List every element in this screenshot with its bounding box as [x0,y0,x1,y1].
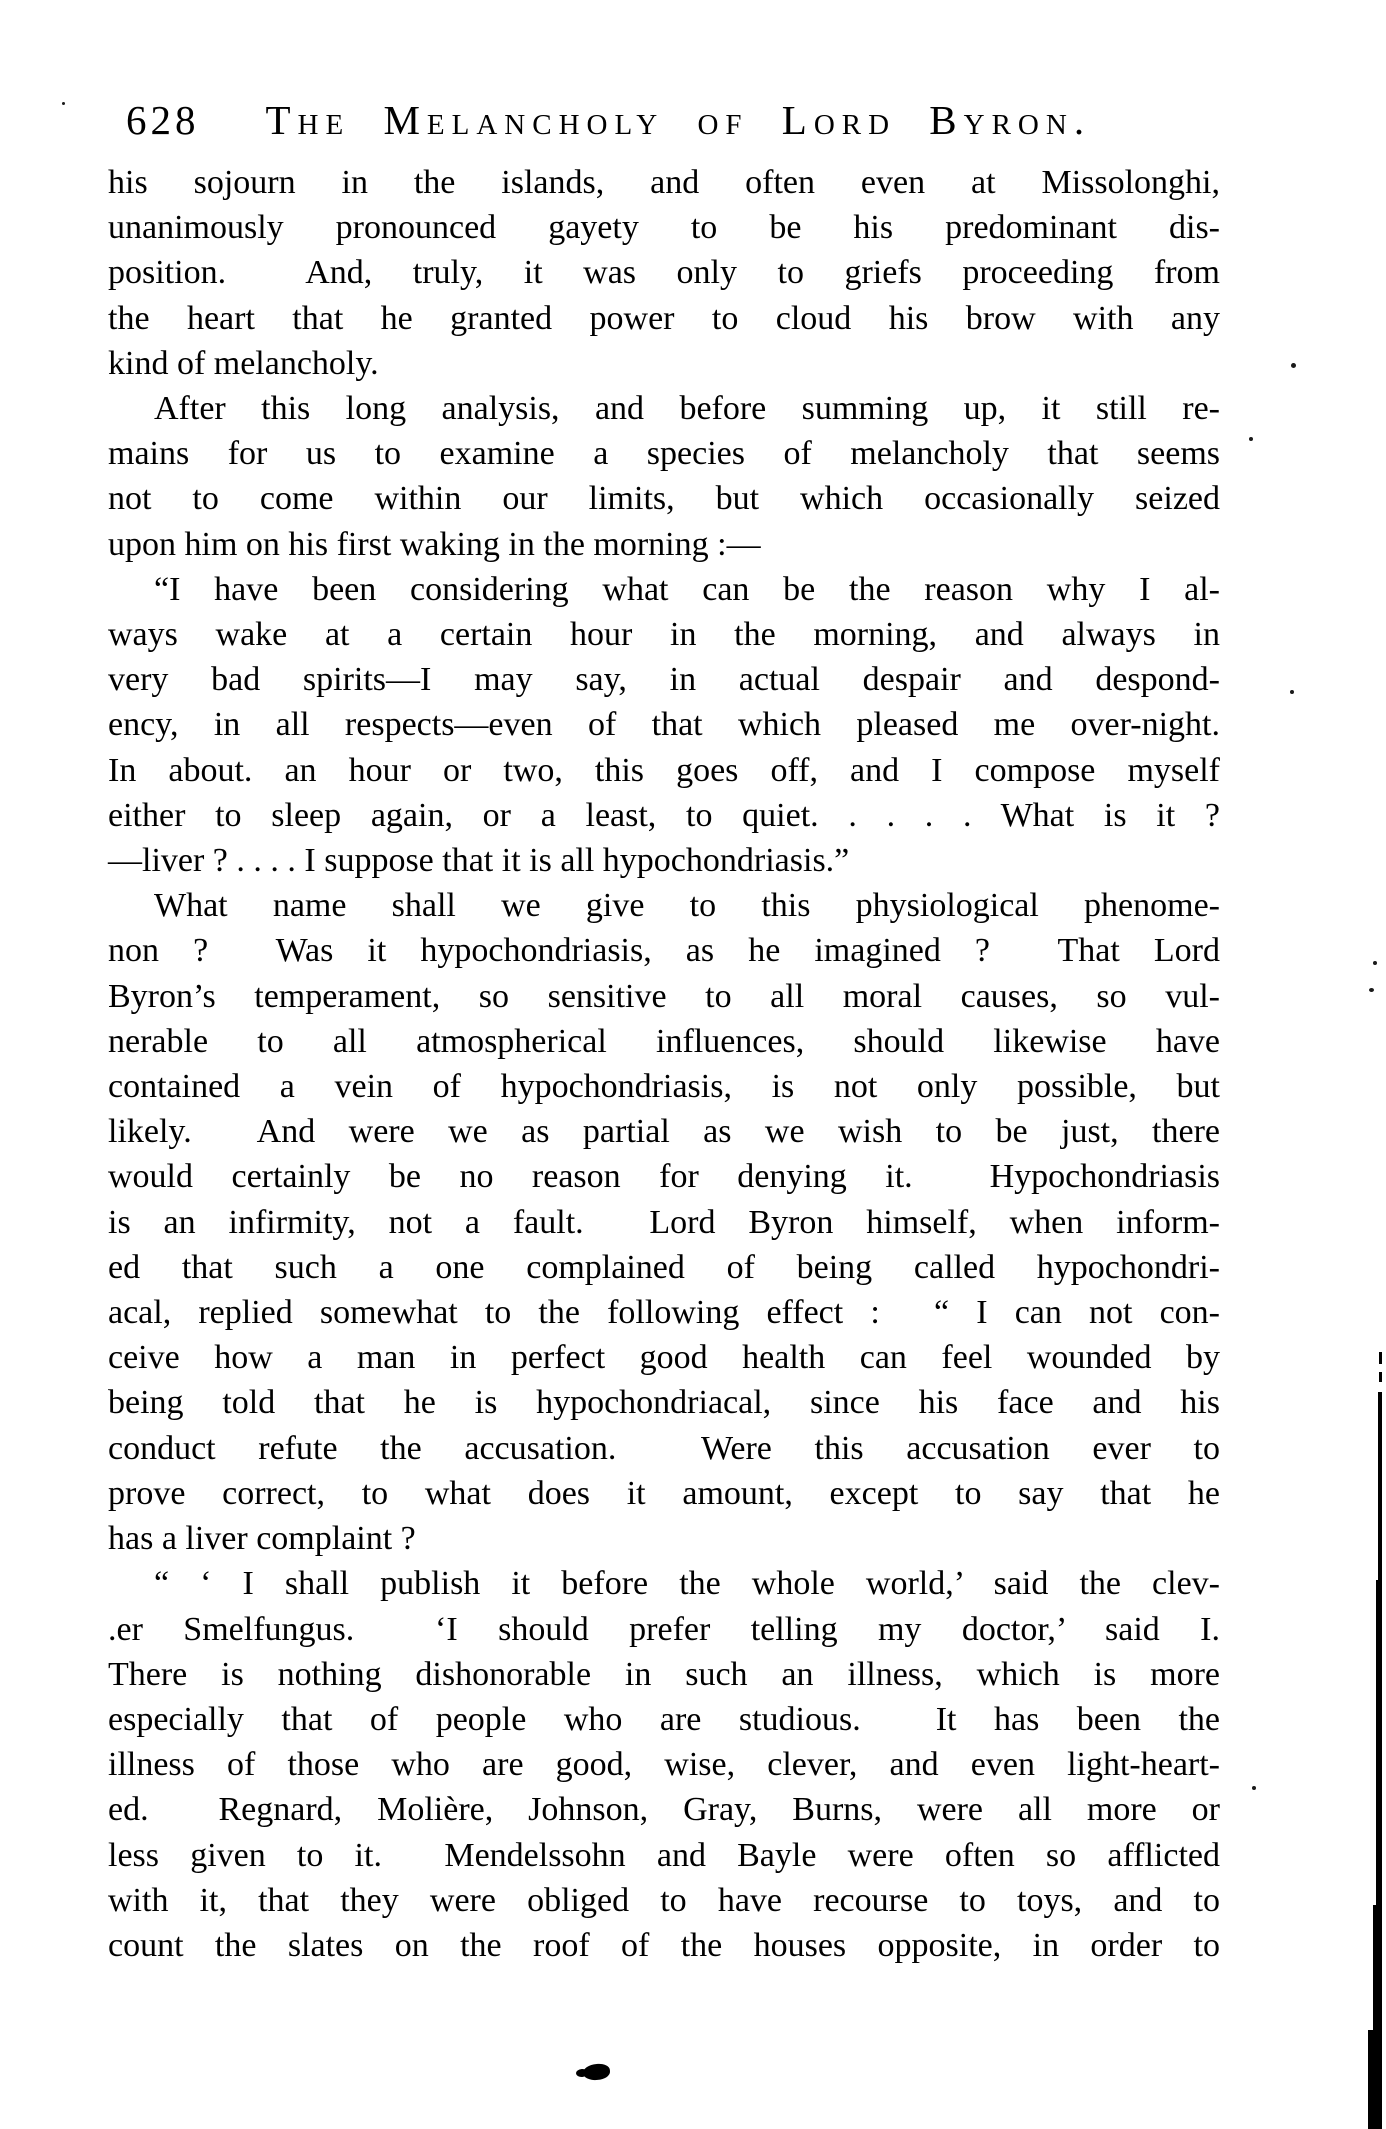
text-line: illness of those who are good, wise, clever, and even light-heart- [108,1746,1220,1784]
text-line: acal, replied somewhat to the following effect : “ I can not con- [108,1294,1220,1332]
text-line: In about. an hour or two, this goes off, and I compose myself [108,751,1220,789]
scan-gutter-line [1378,1392,1382,1582]
scan-gutter-line [1373,1905,1382,2035]
text-line: What name shall we give to this physiological phenome- [154,887,1220,925]
running-head [108,96,1220,144]
text-line: being told that he is hypochondriacal, since his face and his [108,1384,1220,1422]
scan-gutter-line [1376,1580,1382,1910]
ink-speck [1252,1786,1256,1790]
text-line: either to sleep again, or a least, to quiet. . . . . What is it ? [108,796,1220,834]
text-line: There is nothing dishonorable in such an illness, which is more [108,1655,1220,1693]
page-text [108,160,1220,1968]
text-line: Byron’s temperament, so sensitive to all moral causes, so vul- [108,977,1220,1015]
text-line: the heart that he granted power to cloud his brow with any [108,299,1220,337]
text-line: upon him on his first waking in the morning :— [108,525,761,563]
text-line: ceive how a man in perfect good health can feel wounded by [108,1339,1220,1377]
text-line: “ ‘ I shall publish it before the whole world,’ said the clev- [154,1565,1220,1603]
text-line: ency, in all respects—even of that which pleased me over-night. [108,706,1220,744]
text-line: kind of melancholy. [108,344,379,382]
text-line: very bad spirits—I may say, in actual despair and despond- [108,661,1220,699]
text-line: nerable to all atmospherical influences, should likewise have [108,1022,1220,1060]
text-line: After this long analysis, and before summing up, it still re- [154,390,1220,428]
ink-speck [62,102,65,105]
text-line: especially that of people who are studious. It has been the [108,1700,1220,1738]
text-line: non ? Was it hypochondriasis, as he imagined ? That Lord [108,932,1220,970]
page-number: 628 [126,97,200,143]
page-content [108,96,1220,1968]
scan-gutter-line-dash [1379,1372,1382,1382]
ink-speck [1290,690,1294,694]
ink-speck [1373,961,1377,965]
text-line: ways wake at a certain hour in the morning, and always in [108,616,1220,654]
text-line: with it, that they were obliged to have recourse to toys, and to [108,1881,1220,1919]
running-title: The Melancholy of Lord Byron. [265,97,1092,143]
text-line: not to come within our limits, but which occasionally seized [108,480,1220,518]
ink-smudge [582,2063,610,2081]
text-line: is an infirmity, not a fault. Lord Byron himself, when inform- [108,1203,1220,1241]
ink-speck [1369,988,1374,992]
text-line: mains for us to examine a species of melancholy that seems [108,435,1220,473]
text-line: contained a vein of hypochondriasis, is not only possible, but [108,1068,1220,1106]
text-line: ed that such a one complained of being called hypochondri- [108,1248,1220,1286]
text-line: conduct refute the accusation. Were this accusation ever to [108,1429,1220,1467]
scan-gutter-line-dash [1379,1352,1382,1364]
text-line: count the slates on the roof of the houses opposite, in order to [108,1926,1220,1964]
scan-gutter-line [1368,2030,1382,2129]
text-line: .er Smelfungus. ‘I should prefer telling my doctor,’ said I. [108,1610,1220,1648]
text-line: —liver ? . . . . I suppose that it is all hypochondriasis.” [108,842,850,880]
text-line: unanimously pronounced gayety to be his predominant dis- [108,209,1220,247]
text-line: has a liver complaint ? [108,1520,416,1558]
ink-speck [1291,363,1296,368]
text-line: less given to it. Mendelssohn and Bayle were often so afflicted [108,1836,1220,1874]
text-line: would certainly be no reason for denying it. Hypochondriasis [108,1158,1220,1196]
text-line: “I have been considering what can be the reason why I al- [154,570,1220,608]
text-line: prove correct, to what does it amount, except to say that he [108,1474,1220,1512]
text-line: ed. Regnard, Molière, Johnson, Gray, Burns, were all more or [108,1791,1220,1829]
ink-speck [1249,437,1253,441]
text-line: position. And, truly, it was only to griefs proceeding from [108,254,1220,292]
text-line: his sojourn in the islands, and often even at Missolonghi, [108,164,1220,201]
text-line: likely. And were we as partial as we wish to be just, there [108,1113,1220,1151]
